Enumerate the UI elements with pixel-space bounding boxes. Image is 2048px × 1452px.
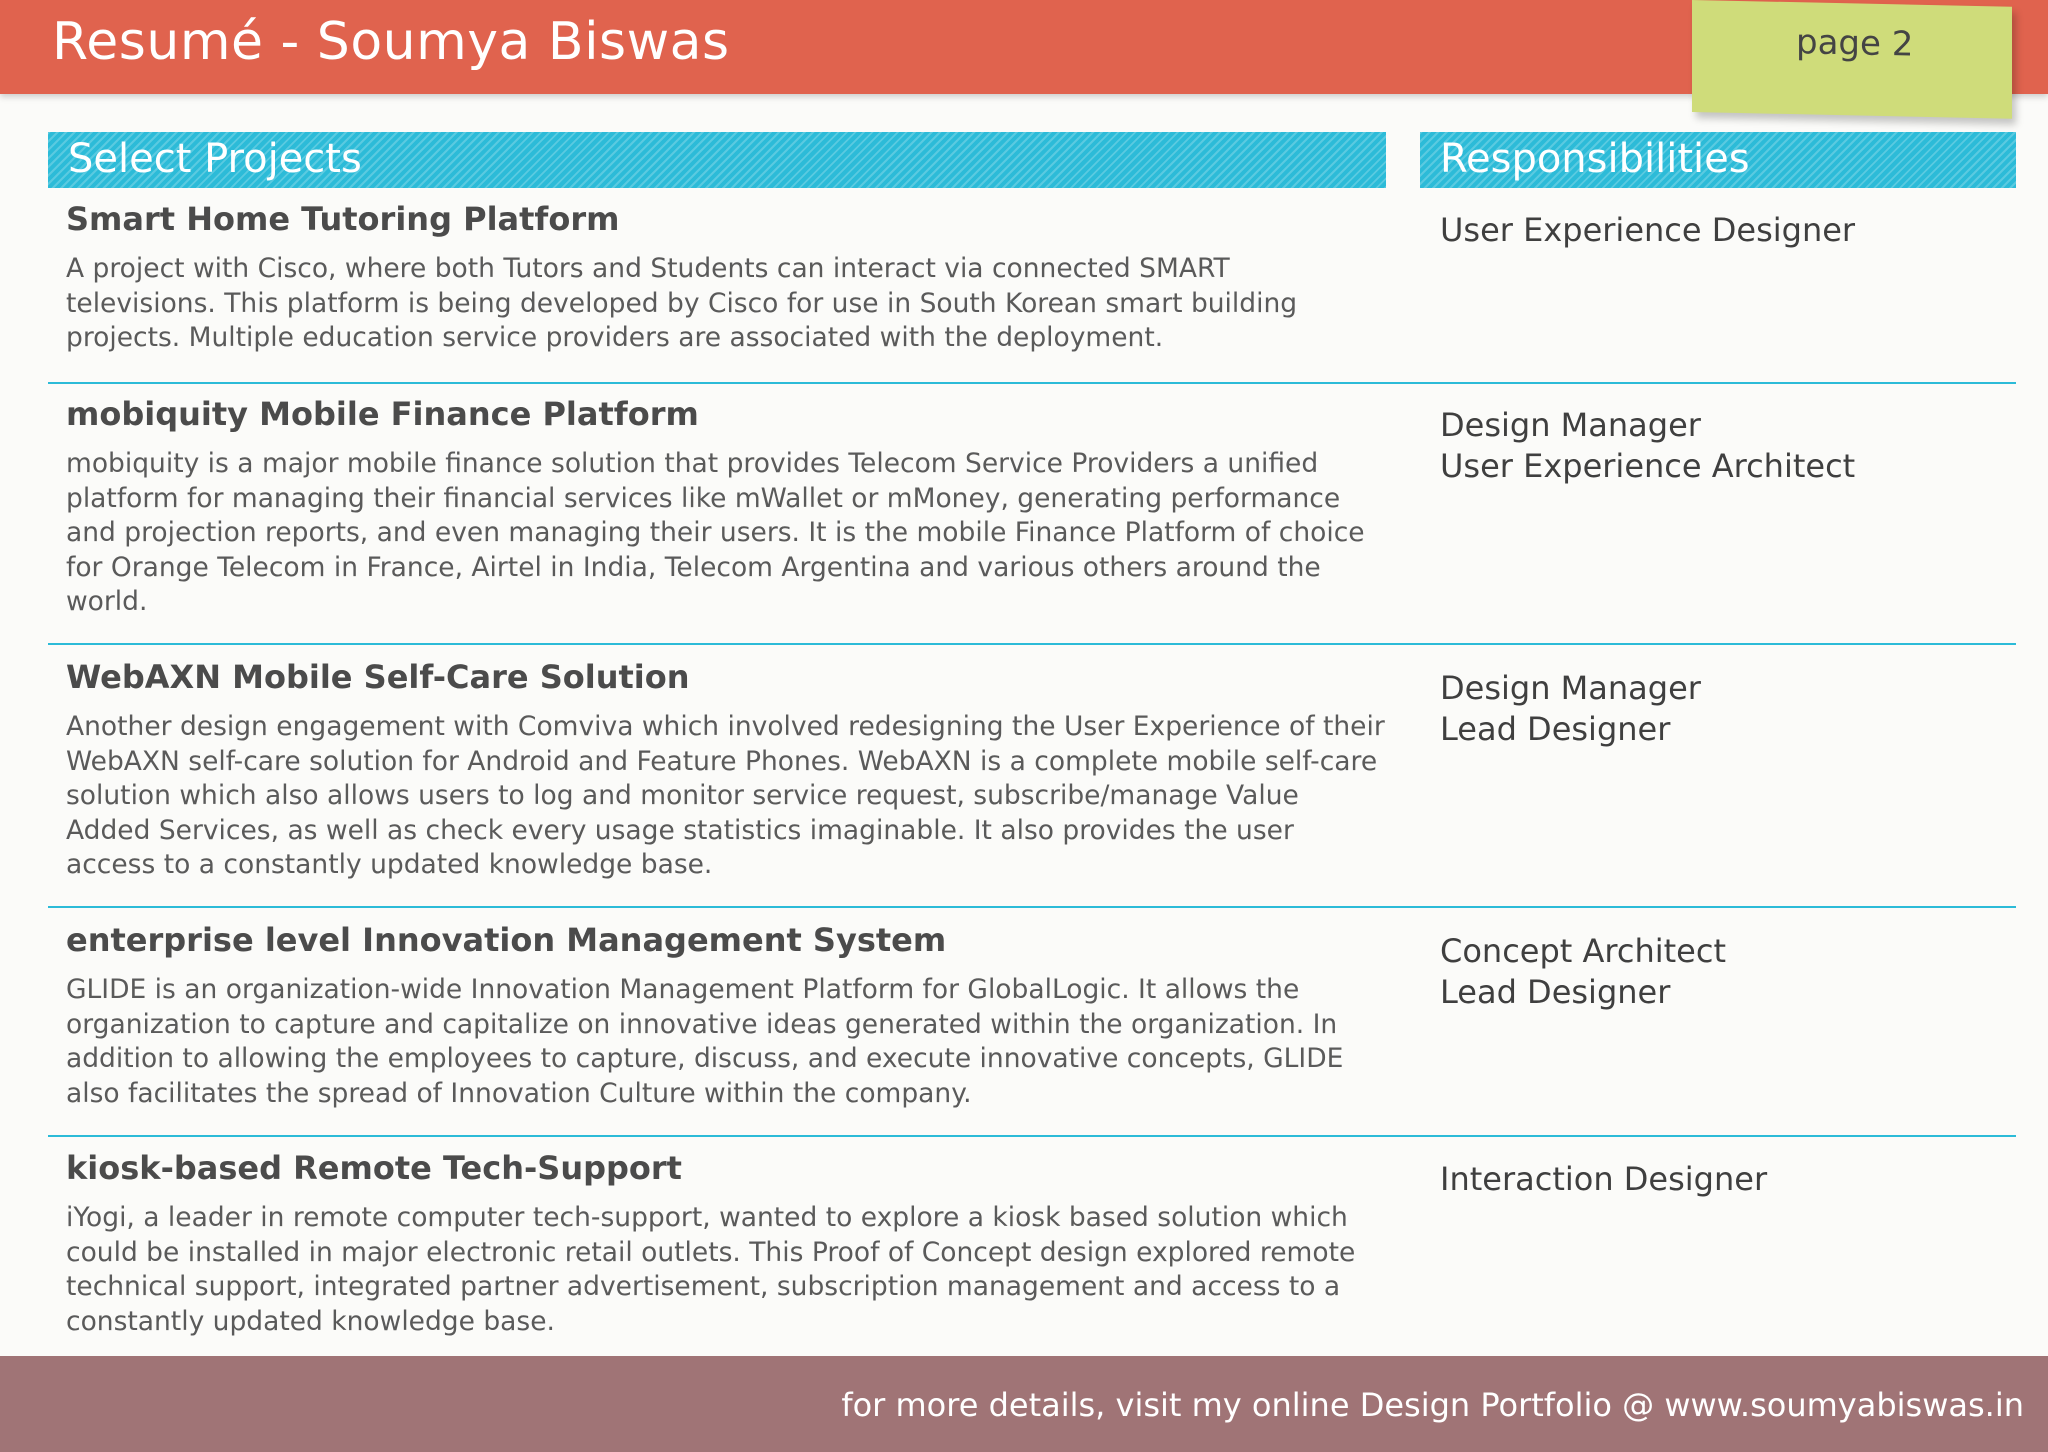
responsibilities-header <box>1420 132 2016 188</box>
project-description: iYogi, a leader in remote computer tech-support, wanted to explore a kiosk based solution which could be installed in major electronic retail outlets. This Proof of Concept design explored remote technical support, integrated partner advertisement, subscription management and access to a constantly updated knowledge base. <box>66 1202 1356 1337</box>
project-title: mobiquity Mobile Finance Platform <box>66 395 699 433</box>
responsibility-role: Lead Designer <box>1440 710 1671 748</box>
responsibility-role: Design Manager <box>1440 406 1701 444</box>
project-responsibilities <box>1440 931 2000 1013</box>
responsibility-role: Lead Designer <box>1440 973 1671 1011</box>
project-row <box>48 1149 2016 1349</box>
project-responsibilities <box>1440 1159 2000 1200</box>
project-row <box>48 395 2016 645</box>
project-row <box>48 658 2016 908</box>
page-number-label: page 2 <box>1796 22 1914 65</box>
responsibility-role: Concept Architect <box>1440 932 1726 970</box>
project-description: A project with Cisco, where both Tutors and Students can interact via connected SMART televisions. This platform is being developed by Cisco for use in South Korean smart building projects. Multiple education service providers are associated with the deployment. <box>66 253 1298 353</box>
project-row <box>48 921 2016 1137</box>
portfolio-link-text: for more details, visit my online Design Portfolio @ www.soumyabiswas.in <box>841 1386 2024 1424</box>
responsibility-role: Interaction Designer <box>1440 1160 1768 1198</box>
project-responsibilities <box>1440 405 2000 487</box>
project-description: mobiquity is a major mobile finance solution that provides Telecom Service Providers a unified platform for managing their financial services like mWallet or mMoney, generating performance and projection reports, and even managing their users. It is the mobile Finance Platform of choice for Orange Telecom in France, Airtel in India, Telecom Argentina and various others around the world. <box>66 448 1365 617</box>
page-title: Resumé - Soumya Biswas <box>52 12 730 72</box>
footer-bar <box>0 1356 2048 1452</box>
select-projects-title: Select Projects <box>68 136 362 182</box>
page-number-tag <box>1692 0 2012 119</box>
project-description: GLIDE is an organization-wide Innovation Management Platform for GlobalLogic. It allows the organization to capture and capitalize on innovative ideas generated within the organization. In addition to allowing the employees to capture, discuss, and execute innovative concepts, GLIDE also facilitates the spread of Innovation Culture within the company. <box>66 974 1344 1109</box>
project-title: enterprise level Innovation Management System <box>66 921 947 959</box>
project-responsibilities <box>1440 668 2000 750</box>
responsibility-role: Design Manager <box>1440 669 1701 707</box>
project-title: Smart Home Tutoring Platform <box>66 200 620 238</box>
project-description: Another design engagement with Comviva which involved redesigning the User Experience of their WebAXN self-care solution for Android and Feature Phones. WebAXN is a complete mobile self-care solution which also allows users to log and monitor service request, subscribe/manage Value Added Services, as well as check every usage statistics imaginable. It also provides the user access to a constantly updated knowledge base. <box>66 711 1385 880</box>
responsibility-role: User Experience Designer <box>1440 211 1856 249</box>
responsibility-role: User Experience Architect <box>1440 447 1856 485</box>
project-title: WebAXN Mobile Self-Care Solution <box>66 658 690 696</box>
project-responsibilities <box>1440 210 2000 251</box>
responsibilities-title: Responsibilities <box>1440 136 1750 182</box>
project-row <box>48 200 2016 384</box>
project-title: kiosk-based Remote Tech-Support <box>66 1149 682 1187</box>
select-projects-header <box>48 132 1386 188</box>
